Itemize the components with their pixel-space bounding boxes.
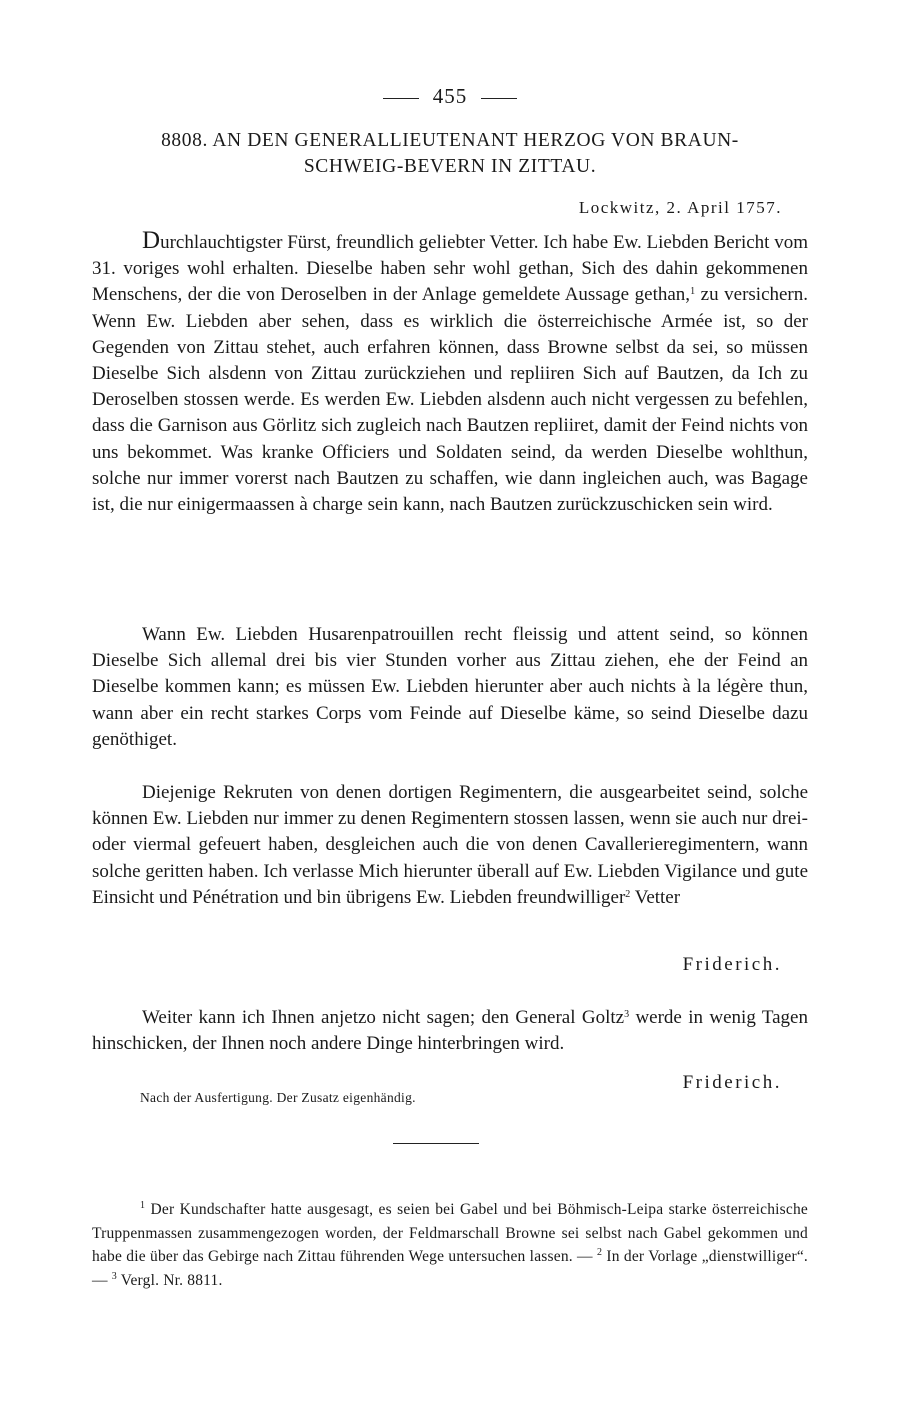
- page-number-text: 455: [432, 84, 468, 108]
- footnote-ref-1: 1: [690, 286, 696, 298]
- place-date: Lockwitz, 2. April 1757.: [578, 198, 782, 217]
- page-number-dash-left: [383, 98, 419, 99]
- footnote-1-text: Der Kundschafter hatte ausgesagt, es seien bei Gabel und bei Böhmisch-Leipa starke österreichische Truppenmassen zusammengezogen worden, der Feldmarschall Browne sei selbst nach Gabel gekommen und habe die über das Gebirge nach Zittau führenden Wege untersuchen lassen. —: [92, 1201, 808, 1265]
- letter-heading: [92, 128, 808, 180]
- heading-line-1: 8808. AN DEN GENERALLIEUTENANT HERZOG VON BRAUN-: [161, 130, 739, 151]
- footnote-marker-3: 3: [111, 1270, 117, 1282]
- source-note: Nach der Ausfertigung. Der Zusatz eigenhändig.: [140, 1090, 416, 1105]
- footnote-3-text: Vergl. Nr. 8811.: [116, 1271, 223, 1289]
- paragraph-3-text-b: Vetter: [630, 886, 681, 908]
- footnotes: [92, 1198, 808, 1292]
- footnote-marker-2: 2: [596, 1247, 603, 1258]
- paragraph-1: [92, 228, 808, 518]
- postscript-text-a: Weiter kann ich Ihnen anjetzo nicht sagen; den General Goltz: [142, 1007, 625, 1028]
- footnote-divider: [393, 1143, 479, 1144]
- postscript-text-b: werde in wenig Tagen hinschicken, der Ihnen noch andere Dinge hinterbringen wird.: [92, 1007, 808, 1055]
- page-number-dash-right: [481, 98, 517, 99]
- footnote-2-text: In der Vorlage „dienstwilliger“. —: [92, 1248, 808, 1289]
- paragraph-3-text-a: Diejenige Rekruten von denen dortigen Regimentern, die ausgearbeitet seind, solche können Ew. Liebden nur immer zu denen Regimentern stossen lassen, wenn sie auch nur drei- oder viermal gefeuert haben, desgleichen auch die von denen Cavallerieregimentern, wann solche geritten haben. Ich verlasse Mich hierunter überall auf Ew. Liebden Vigilance und gute Einsicht und Pénétration und bin übrigens Ew. Liebden freundwilliger: [92, 782, 808, 908]
- footnote-ref-2: 2: [625, 888, 631, 900]
- paragraph-2: [92, 622, 808, 753]
- paragraph-3: [92, 780, 808, 911]
- page-number: [0, 84, 900, 109]
- signature-1: Friderich.: [682, 954, 782, 975]
- paragraph-1-text-b: zu versichern. Wenn Ew. Liebden aber sehen, dass es wirklich die österreichische Armée ist, so der Gegenden von Zittau stehet, auch erfahren können, dass Browne selbst da sei, so müssen Dieselbe Sich alsdenn von Zittau zurückziehen und repliiren Sich auf Bautzen, da Ich zu Deroselben stossen werde. Es werden Ew. Liebden alsdenn auch nicht vergessen zu befehlen, dass die Garnison aus Görlitz sich zugleich nach Bautzen repliiret, damit der Feind nichts von uns bekommet. Was kranke Officiers und Soldaten seind, da werden Dieselbe wohlthun, solche nur immer vorerst nach Bautzen zu schaffen, wie dann ingleichen auch, was Bagage ist, die nur einigermaassen à charge sein kann, nach Bautzen zurückzuschicken sein wird.: [92, 284, 809, 516]
- paragraph-1-text-a: Durchlauchtigster Fürst, freundlich geliebter Vetter. Ich habe Ew. Liebden Bericht vom 31. voriges wohl erhalten. Dieselbe haben sehr wohl gethan, Sich des dahin gekommenen Menschens, der die von Deroselben in der Anlage gemeldete Aussage gethan,: [92, 227, 808, 306]
- paragraph-2-text: Wann Ew. Liebden Husarenpatrouillen recht fleissig und attent seind, so können Dieselbe Sich allemal drei bis vier Stunden vorher aus Zittau ziehen, ehe der Feind an Dieselbe kommen kann; es müssen Ew. Liebden hierunter aber auch nichts à la légère thun, wann aber ein recht starkes Corps vom Feinde auf Dieselbe käme, so seind Dieselbe dazu genöthiget.: [92, 624, 808, 750]
- footnote-marker-1: 1: [140, 1200, 146, 1211]
- footnote-ref-3: 3: [624, 1009, 630, 1020]
- heading-line-2: SCHWEIG-BEVERN IN ZITTAU.: [303, 156, 597, 177]
- signature-2: Friderich.: [682, 1072, 782, 1093]
- postscript: [92, 1005, 808, 1057]
